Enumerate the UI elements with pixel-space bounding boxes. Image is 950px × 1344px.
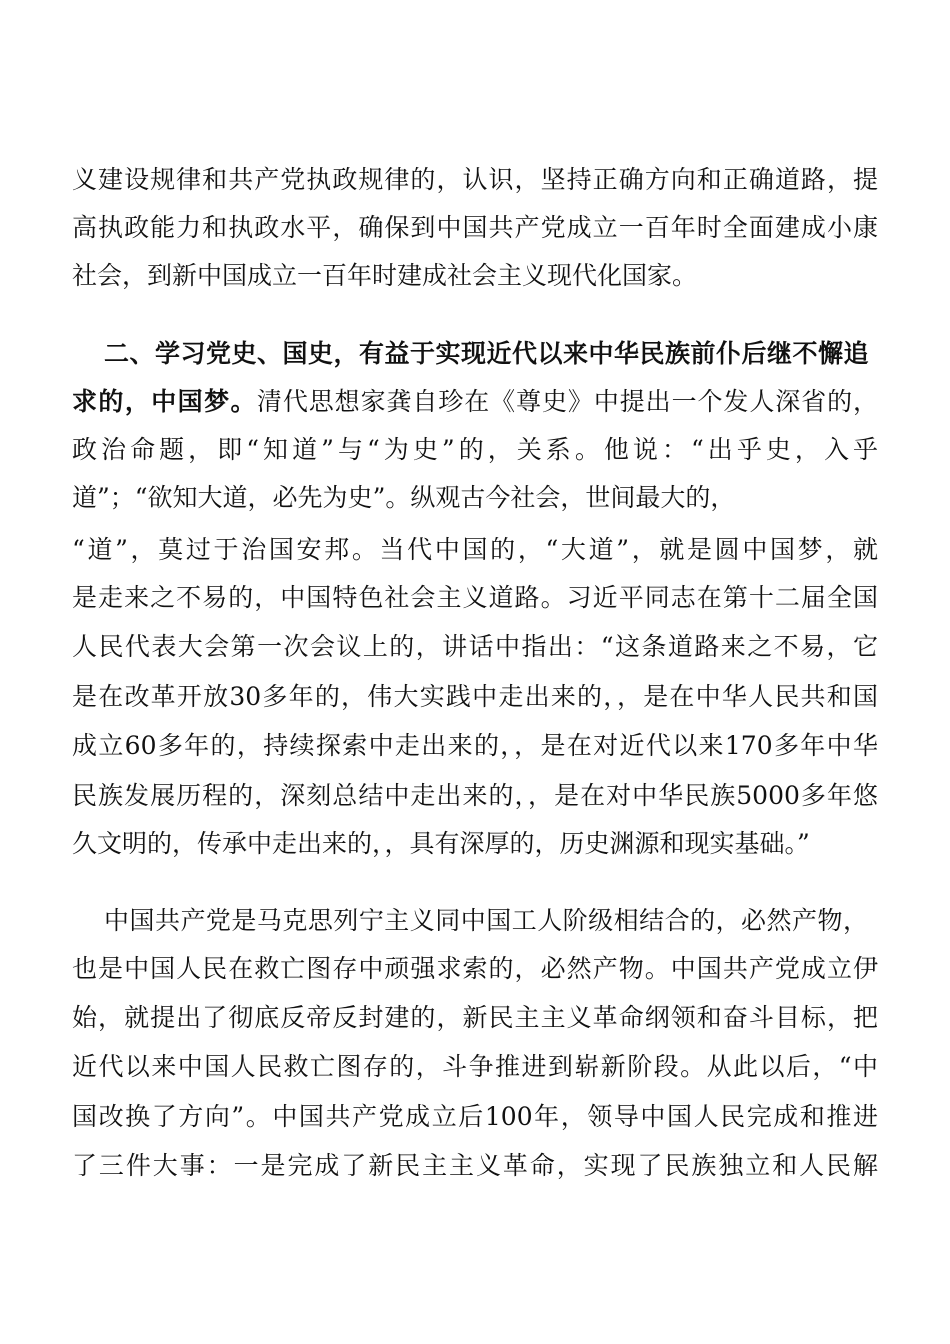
text-line: 道”；“欲知大道，必先为史”。纵观古今社会，世间最大的，	[72, 483, 736, 512]
section-heading: 二、学习党史、国史，有益于实现近代以来中华民族前仆后继不懈追	[104, 339, 870, 368]
section-heading-line	[104, 337, 868, 371]
text-line	[72, 385, 878, 419]
text-line: 民族发展历程的，深刻总结中走出来的，，是在对中华民族5000多年悠	[72, 781, 878, 810]
text-line: 久文明的，传承中走出来的，，具有深厚的，历史渊源和现实基础。”	[72, 829, 810, 858]
text-span: 清代思想家龚自珍在《尊史》中提出一个发人深省的，	[256, 387, 878, 416]
text-line: 国改换了方向”。中国共产党成立后100年，领导中国人民完成和推进	[72, 1102, 878, 1131]
text-line: 义建设规律和共产党执政规律的，认识，坚持正确方向和正确道路，提	[72, 165, 878, 194]
text-line: 中国共产党是马克思列宁主义同中国工人阶级相结合的，必然产物，	[104, 906, 868, 935]
text-line: 社会，到新中国成立一百年时建成社会主义现代化国家。	[72, 261, 698, 290]
text-line: 也是中国人民在救亡图存中顽强求索的，必然产物。中国共产党成立伊	[72, 954, 878, 983]
text-line: 人民代表大会第一次会议上的，讲话中指出：“这条道路来之不易，它	[72, 632, 878, 661]
text-line: 是走来之不易的，中国特色社会主义道路。习近平同志在第十二届全国	[72, 583, 878, 612]
text-line: 近代以来中国人民救亡图存的，斗争推进到崭新阶段。从此以后，“中	[72, 1052, 878, 1081]
text-line: 始，就提出了彻底反帝反封建的，新民主主义革命纲领和奋斗目标，把	[72, 1003, 878, 1032]
text-line: 成立60多年的，持续探索中走出来的，，是在对近代以来170多年中华	[72, 731, 878, 760]
text-line: “道”，莫过于治国安邦。当代中国的，“大道”，就是圆中国梦，就	[72, 535, 878, 564]
text-line: 高执政能力和执政水平，确保到中国共产党成立一百年时全面建成小康	[72, 213, 878, 242]
text-line: 政治命题，即“知道”与“为史”的，关系。他说：“出乎史，入乎	[72, 435, 878, 464]
text-line: 是在改革开放30多年的，伟大实践中走出来的，，是在中华人民共和国	[72, 682, 878, 711]
section-heading-cont: 求的，中国梦。	[72, 387, 257, 416]
text-line: 了三件大事：一是完成了新民主主义革命，实现了民族独立和人民解	[72, 1151, 878, 1180]
